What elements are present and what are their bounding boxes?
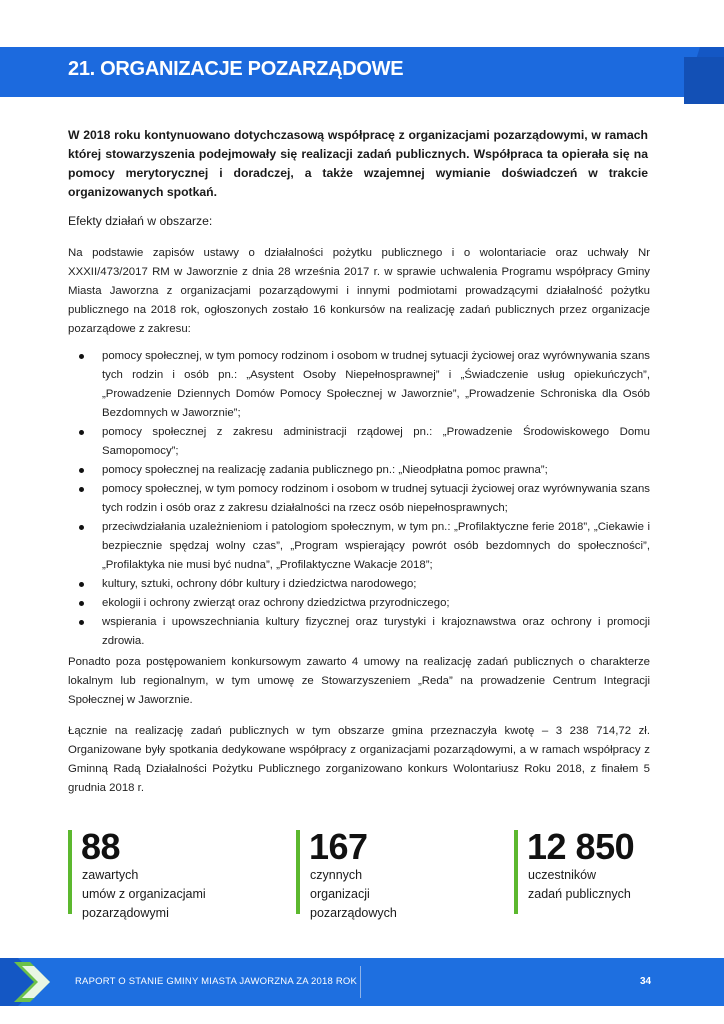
stat-value: 167 [309,826,368,867]
page-number: 34 [640,976,652,987]
bullet-list [68,347,650,651]
paragraph-3: Łącznie na realizację zadań publicznych w tym obszarze gmina przeznaczyła kwotę – 3 238 714,72 zł. Organizowane były spotkania dedykowane współpracy z organizacjami pozarządowymi, a w ramach współpracy z Gminną Radą Działalności Pożytku Publicznego zorganizowano konkurs Wolontariusz Roku 2018, z finałem 5 grudnia 2018 r. [68,725,650,794]
body-text [68,244,650,798]
section-heading: Efekty działań w obszarze: [68,214,213,228]
stat-description: uczestników zadań publicznych [528,868,631,901]
list-item: pomocy społecznej z zakresu administracji rządowej pn.: „Prowadzenie Środowiskowego Domu Samopomocy”; [102,423,650,461]
list-item: pomocy społecznej na realizację zadania publicznego pn.: „Nieodpłatna pomoc prawna”; [102,461,650,480]
list-item: pomocy społecznej, w tym pomocy rodzinom i osobom w trudnej sytuacji życiowej oraz wyrównywania szans tych rodzin i osób oraz z zakresu działalności na rzecz osób niepełnosprawnych; [102,480,650,518]
list-item: przeciwdziałania uzależnieniom i patologiom społecznym, w tym pn.: „Profilaktyczne ferie 2018”, „Ciekawie i bezpiecznie spędzaj wolny czas”, „Program wspierający powrót osób bezdomnych do społeczności”, „Profilaktyka nie musi być nudna”, „Profilaktyczne Wakacje 2018”; [102,518,650,575]
stat-accent-bar [296,830,300,914]
list-item: pomocy społecznej, w tym pomocy rodzinom i osobom w trudnej sytuacji życiowej oraz wyrównywania szans tych rodzin i osób pn.: „Asystent Osoby Niepełnosprawnej” i „Świadczenie usług opiekuńczych”, „Prowadzenie Dziennych Domów Pomocy Społecznej w Jaworznie”, „Prowadzenie Schroniska dla Osób Bezdomnych w Jaworznie”; [102,347,650,423]
stat-description: zawartych umów z organizacjami pozarządowymi [82,868,206,920]
paragraph-1: Na podstawie zapisów ustawy o działalności pożytku publicznego i o wolontariacie oraz uchwały Nr XXXII/473/2017 RM w Jaworznie z dnia 28 września 2017 r. w sprawie uchwalenia Programu współpracy Gminy Miasta Jaworzna z organizacjami pozarządowymi i innymi podmiotami prowadzącymi działalność pożytku publicznego na 2018 rok, ogłoszonych zostało 16 konkursów na realizację zadań publicznych przez organizacje pozarządowe z zakresu: [68,247,650,335]
bullet-icon [79,487,84,492]
bullet-icon [79,601,84,606]
stat-accent-bar [68,830,72,914]
bullet-icon [79,620,84,625]
footer-divider [360,966,361,998]
stat-accent-bar [514,830,518,914]
list-item: ekologii i ochrony zwierząt oraz ochrony dziedzictwa przyrodniczego; [102,594,650,613]
bullet-icon [79,354,84,359]
paragraph-2: Ponadto poza postępowaniem konkursowym zawarto 4 umowy na realizację zadań publicznych o charakterze lokalnym lub regionalnym, w tym umowę ze Stowarzyszeniem „Reda” na prowadzenie Centrum Integracji Społecznej w Jaworznie. [68,656,650,706]
list-item: wspierania i upowszechniania kultury fizycznej oraz turystyki i krajoznawstwa oraz ochrony i promocji zdrowia. [102,613,650,651]
bullet-icon [79,430,84,435]
stat-value: 12 850 [527,826,635,867]
bullet-icon [79,525,84,530]
intro-paragraph: W 2018 roku kontynuowano dotychczasową współpracę z organizacjami pozarządowymi, w ramach której stowarzyszenia podejmowały się realizacji zadań publicznych. Współpraca ta opierała się na pomocy merytorycznej i doradczej, a także wzajemnej wymianie doświadczeń w trakcie organizowanych spotkań. [68,128,648,199]
list-item: kultury, sztuki, ochrony dóbr kultury i dziedzictwa narodowego; [102,575,650,594]
page-title: 21. ORGANIZACJE POZARZĄDOWE [68,58,404,80]
stat-value: 88 [81,826,121,867]
footer-report-title: RAPORT O STANIE GMINY MIASTA JAWORZNA ZA 2018 ROK [75,976,358,987]
bullet-icon [79,582,84,587]
bullet-icon [79,468,84,473]
stat-description: czynnych organizacji pozarządowych [310,868,397,920]
